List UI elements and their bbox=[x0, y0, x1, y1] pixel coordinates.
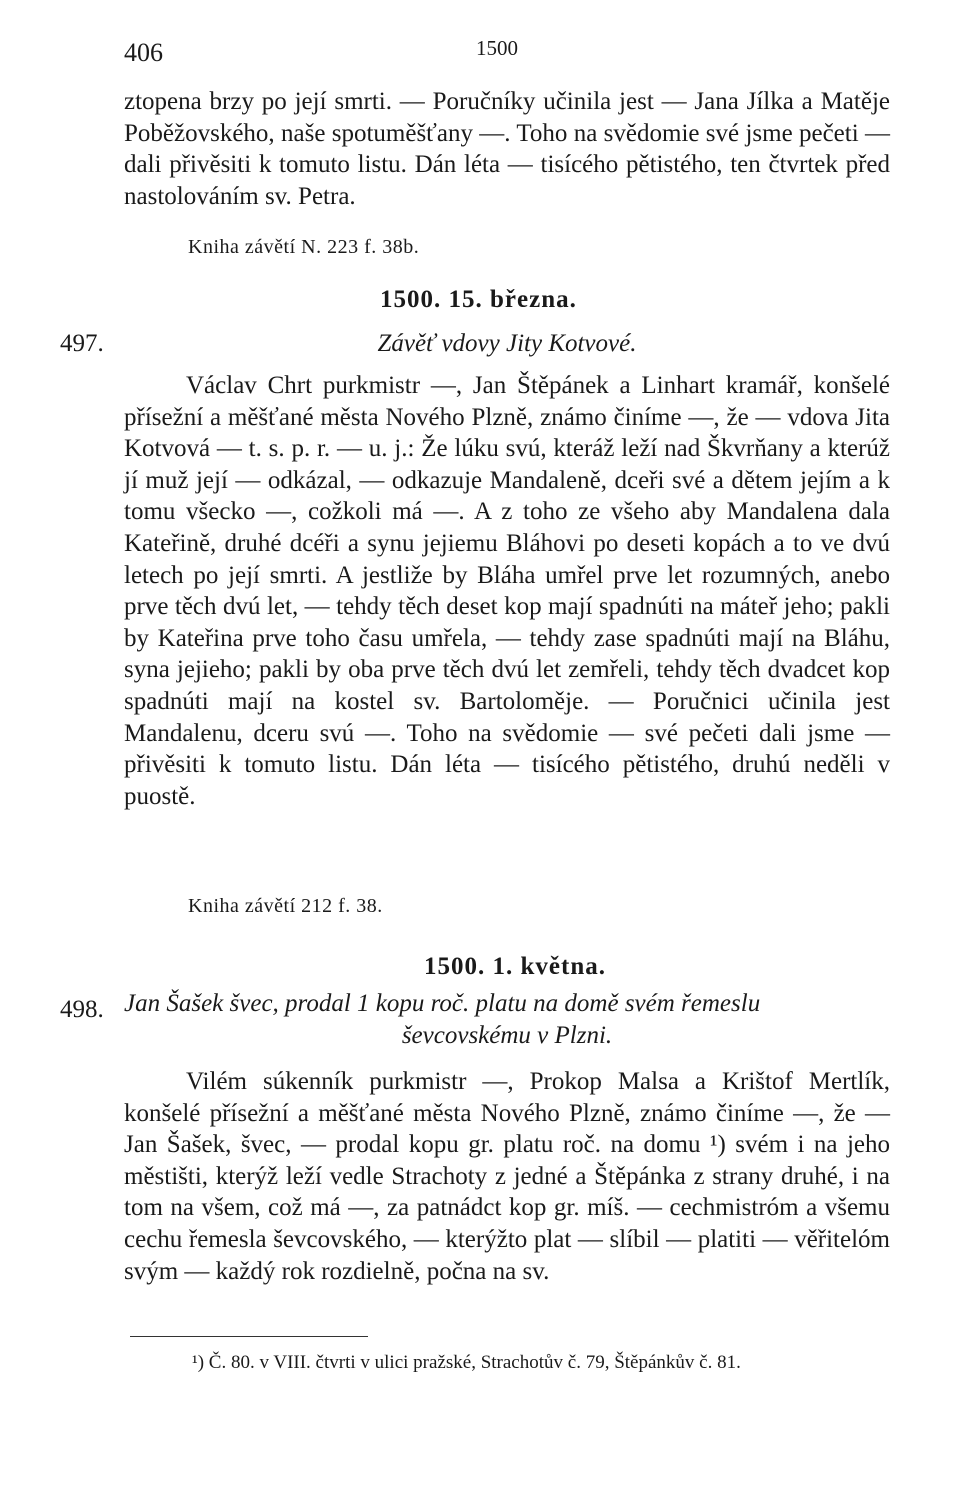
entry-497-source: Kniha závětí 212 f. 38. bbox=[188, 895, 383, 917]
running-header-year: 1500 bbox=[476, 36, 518, 60]
entry-498-date: 1500. 1. května. bbox=[424, 953, 606, 980]
footnote-separator bbox=[130, 1336, 368, 1337]
previous-entry-source: Kniha závětí N. 223 f. 38b. bbox=[188, 236, 420, 258]
entry-497-text: Václav Chrt purkmistr —, Jan Štěpánek a Linhart kramář, konšelé přísežní a měšťané města Nového Plzně, známo činíme —, že — vdova Jita Kotvová — t. s. p. r. — u. j.: Že lúku svú, kteráž leží nad Škvrňany a kterúž jí muž její — odkázal, — odkazuje Mandaleně, dceři své a dětem jejím a k tomu všecko —, cožkoli má —. A z toho ze všeho aby Mandalena dala Kateřině, druhé dcéři a synu jejiemu Bláhovi po deseti kopách a to ve dvú letech po její smrti. A jestliže by Bláha umřel prve let rozumných, anebo prve těch dvú let, — tehdy těch deset kop mají spadnúti na máteř jeho; pakli by Kateřina prve toho času umřela, — tehdy zase spadnúti mají na Bláhu, syna jejieho; pakli by oba prve těch dvú let zemřeli, tehdy těch dvadcet kop spadnúti mají na kostel sv. Bartoloměje. — Poručnici učinila jest Mandalenu, dceru svú —. Toho na svědomie — své pečeti dali jsme — přivěsiti k tomuto listu. Dán léta — tisícého pětistého, druhú neděli v puostě. bbox=[124, 372, 890, 810]
entry-497-date: 1500. 15. března. bbox=[380, 286, 577, 313]
entry-497-number: 497. bbox=[60, 330, 104, 357]
entry-498-title-line-2: ševcovskému v Plzni. bbox=[401, 1022, 613, 1049]
entry-497-title: Závěť vdovy Jity Kotvové. bbox=[377, 330, 637, 357]
footnote: ¹) Č. 80. v VIII. čtvrti v ulici pražské, Strachotův č. 79, Štěpánkův č. 81. bbox=[192, 1352, 741, 1373]
previous-entry-text: ztopena brzy po její smrti. — Poručníky učinila jest — Jana Jílka a Matěje Poběžovského, naše spotuměšťany —. Toho na svědomie své jsme pečeti — dali přivěsiti k tomuto listu. Dán léta — tisícého pětistého, ten čtvrtek před nastolováním sv. Petra. bbox=[124, 88, 890, 210]
page-number: 406 bbox=[124, 38, 163, 67]
entry-498-number: 498. bbox=[60, 996, 104, 1023]
entry-498-text: Vilém súkenník purkmistr —, Prokop Malsa a Krištof Mertlík, konšelé přísežní a měšťané města Nového Plzně, známo činíme —, že — Jan Šašek, švec, — prodal kopu gr. platu roč. na domu ¹) svém i na jeho městišti, kterýž leží vedle Strachoty z jedné a Štěpánka z strany druhé, i na tom na všem, což má —, za patnádct kop gr. míš. — cechmistróm a všemu cechu řemesla ševcovského, — kterýžto plat — slíbil — platiti — věřitelóm svým — každý rok rozdielně, počna na sv. bbox=[124, 1068, 890, 1285]
entry-498-title-line-1: Jan Šašek švec, prodal 1 kopu roč. platu na domě svém řemeslu bbox=[124, 990, 761, 1017]
